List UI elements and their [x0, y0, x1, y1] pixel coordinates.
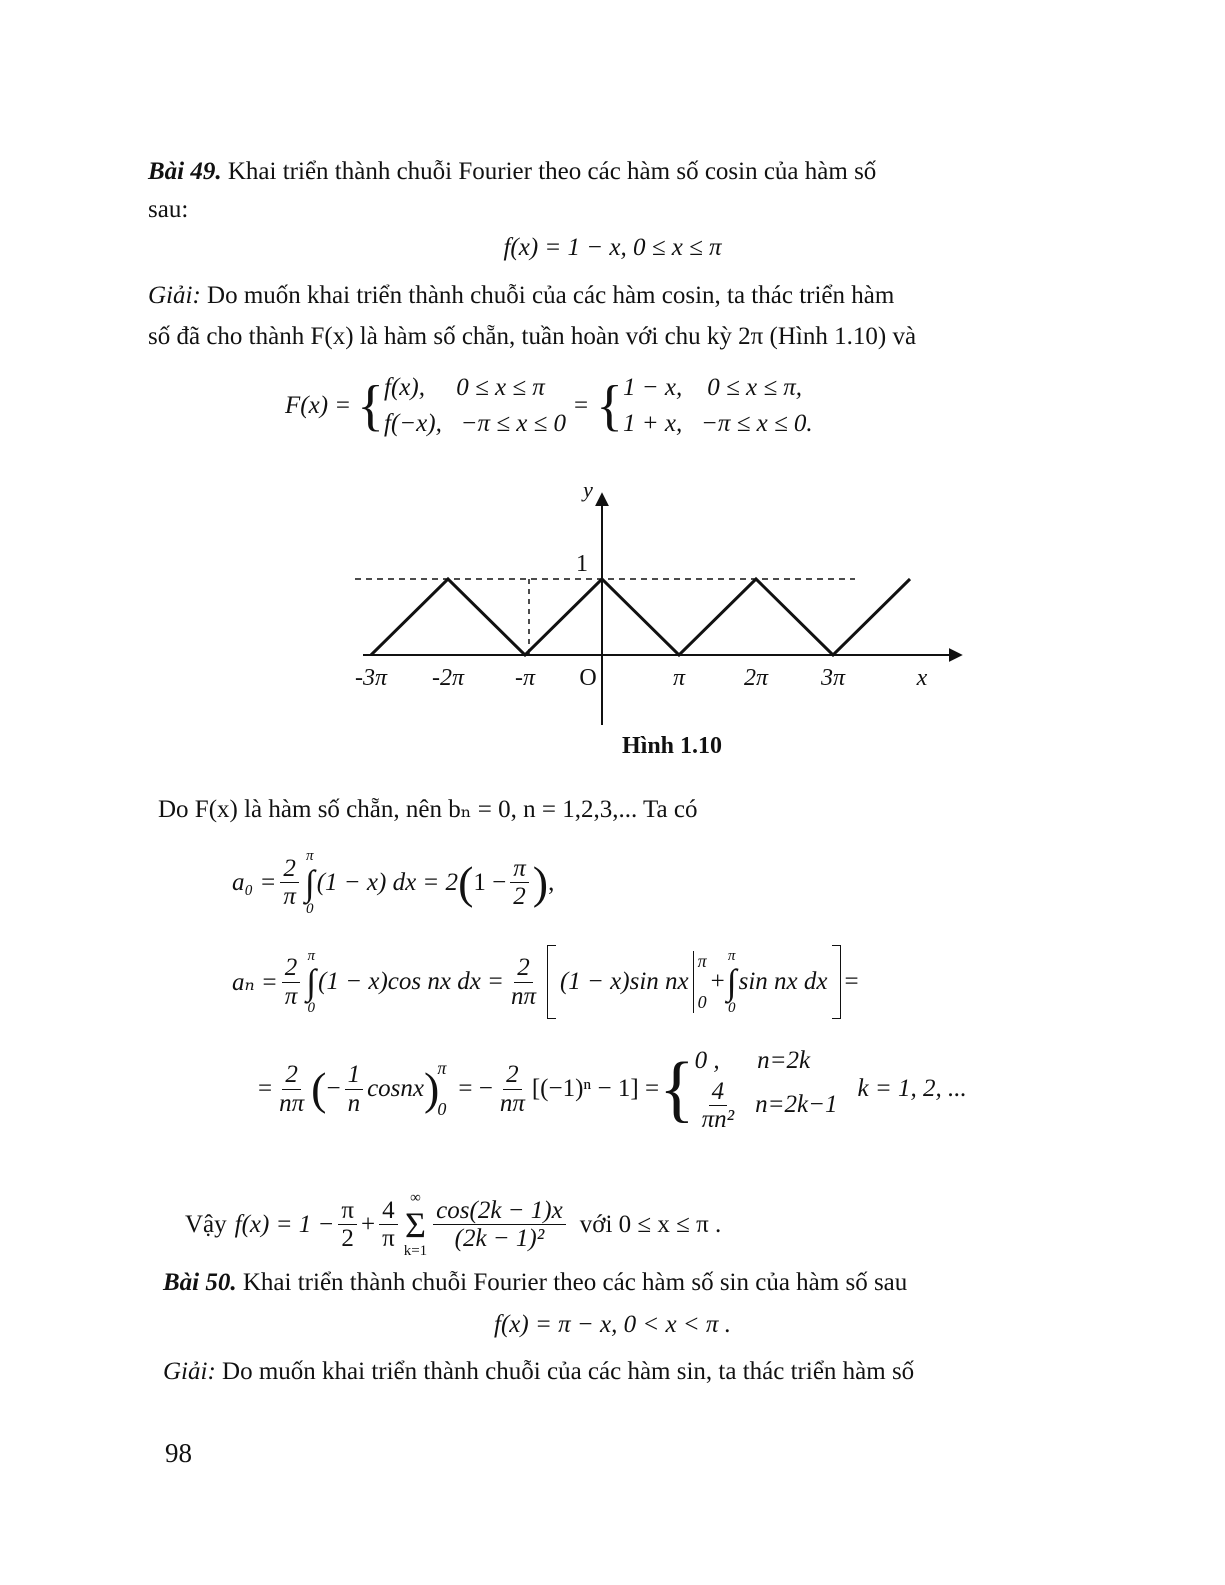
r-k: k = 1, 2, ...	[857, 1075, 967, 1103]
r-f2-num: 2	[503, 1061, 522, 1090]
bai50-formula: f(x) = π − x, 0 < x < π .	[494, 1311, 731, 1338]
a0-end: ,	[548, 868, 555, 896]
an-frac	[282, 954, 301, 1010]
r-case2-num: 4	[709, 1078, 728, 1107]
vay-pi-den: 2	[341, 1225, 354, 1252]
an-frac2	[508, 954, 539, 1010]
r-f2-den: nπ	[499, 1089, 525, 1117]
F-case3: 1 − x, 0 ≤ x ≤ π,	[623, 374, 803, 401]
r-frac	[276, 1061, 307, 1117]
a0-frac	[280, 855, 299, 911]
a0-lower: 0	[306, 900, 314, 917]
a0-upper: π	[306, 848, 314, 864]
figure-caption: Hình 1.10	[622, 733, 723, 759]
an-plus: +	[710, 968, 725, 995]
an-bracket-inner: (1 − x)sin nx	[559, 968, 689, 995]
r-case2-frac	[699, 1078, 738, 1134]
r-paren-open: (	[311, 1063, 327, 1115]
r-case2	[695, 1078, 838, 1134]
r-paren-close: )	[424, 1063, 440, 1115]
a0-integrand: (1 − x) dx = 2	[316, 868, 459, 896]
r-cos: cosnx	[367, 1075, 424, 1103]
page-number: 98	[165, 1438, 192, 1468]
x-tick-label: -2π	[431, 665, 465, 691]
F-case1: f(x), 0 ≤ x ≤ π	[384, 374, 545, 401]
an-integral	[306, 948, 316, 1017]
r-case1: 0 , n=2k	[694, 1047, 811, 1074]
an-frac2-num: 2	[514, 954, 533, 983]
r-f1-num: 1	[345, 1061, 364, 1090]
F-lhs: F(x) =	[285, 392, 352, 420]
a0-pi-frac	[510, 855, 529, 911]
vay-sum-bot: k=1	[403, 1242, 428, 1259]
an-integral-2	[727, 948, 737, 1017]
x-tick-label: 2π	[743, 665, 769, 691]
r-frac-den: nπ	[279, 1089, 305, 1117]
r-case2-cond: n=2k−1	[755, 1091, 838, 1119]
a0-paren-open: (	[458, 856, 474, 908]
an-frac-den: π	[284, 982, 298, 1010]
r-minus: −	[326, 1075, 341, 1103]
an-upper-2: π	[727, 947, 736, 964]
x-axis-label: x	[916, 665, 928, 691]
bai49-line2: sau:	[148, 196, 189, 223]
y-tick-label: 1	[576, 551, 588, 577]
x-tick-label: -3π	[354, 665, 388, 691]
left-brace: {	[357, 375, 385, 438]
an-int2: sin nx dx	[738, 968, 828, 995]
an-lower: 0	[307, 1000, 315, 1016]
bai49-title: Bài 49.	[148, 158, 222, 185]
F-cases-a	[384, 370, 566, 443]
vay-cos-den: (2k − 1)²	[454, 1225, 545, 1252]
a0-paren-close: )	[532, 856, 549, 908]
bai50-line	[163, 1268, 907, 1298]
a0-one: 1 −	[473, 868, 507, 896]
bai50-giai-label: Giải:	[163, 1358, 216, 1385]
an-bracket-right	[832, 945, 841, 1019]
F-piecewise	[285, 370, 813, 443]
bai49-line1	[148, 157, 876, 187]
an-bracket-left	[547, 945, 556, 1019]
an-integrand: (1 − x)cos nx dx =	[318, 968, 504, 995]
result-formula	[258, 1045, 967, 1134]
r-cases	[695, 1045, 838, 1134]
an-integral-sign: ∫	[306, 962, 317, 1002]
an-eval-bar	[693, 951, 707, 1013]
bai49-formula: f(x) = 1 − x, 0 ≤ x ≤ π	[503, 234, 722, 261]
a0-lhs: a₀ =	[232, 868, 277, 896]
figure-1-10	[300, 475, 980, 775]
an-end: =	[844, 968, 859, 995]
giai-text1: Do muốn khai triển thành chuỗi của các hàm cosin, ta thác triển hàm	[200, 282, 895, 309]
a0-formula	[232, 848, 554, 917]
r-brace: {	[659, 1048, 695, 1131]
bai50-title: Bài 50.	[163, 1269, 237, 1296]
vay-f: f(x) = 1 −	[234, 1210, 335, 1238]
r-frac-num: 2	[282, 1061, 301, 1090]
vay-plus: +	[360, 1210, 376, 1238]
a0-frac-den: π	[283, 883, 296, 910]
an-frac2-den: nπ	[510, 982, 536, 1010]
r-f1	[345, 1061, 364, 1117]
vay-4-den: π	[382, 1225, 395, 1252]
series-line-0	[371, 579, 910, 655]
r-eq: =	[258, 1075, 273, 1103]
r-eval	[437, 1058, 446, 1120]
bai49-giai-line2: số đã cho thành F(x) là hàm số chẵn, tuần hoàn với chu kỳ 2π (Hình 1.10) và	[148, 323, 917, 350]
bai50-text: Khai triển thành chuỗi Fourier theo các hàm số sin của hàm số sau	[236, 1269, 908, 1296]
x-tick-label: -π	[514, 665, 536, 691]
bai49-text1: Khai triển thành chuỗi Fourier theo các hàm số cosin của hàm số	[221, 158, 877, 185]
x-tick-label: π	[672, 665, 686, 691]
r-bracket: [(−1)ⁿ − 1] =	[531, 1075, 660, 1103]
sum-sign: Σ	[404, 1204, 426, 1245]
y-axis-label: y	[583, 477, 593, 502]
an-formula	[232, 945, 859, 1019]
x-tick-label: 3π	[820, 665, 846, 691]
F-eq: =	[574, 392, 589, 420]
an-bar-bot: 0	[697, 992, 707, 1012]
a0-integral	[305, 848, 315, 917]
F-cases-b	[623, 370, 813, 443]
bai50-giai-line	[163, 1357, 914, 1387]
vay-pi-num: π	[338, 1197, 357, 1226]
giai-label: Giải:	[148, 282, 201, 309]
r-eval-top: π	[437, 1058, 447, 1079]
vay-label: Vậy	[185, 1210, 227, 1238]
r-f1-den: n	[347, 1089, 361, 1117]
an-frac-num: 2	[282, 954, 301, 983]
a0-frac-num: 2	[280, 855, 299, 884]
r-eq2: = −	[458, 1075, 493, 1103]
vay-sum-top: ∞	[410, 1190, 421, 1206]
integral-sign: ∫	[304, 862, 315, 903]
vay-cos-num: cos(2k − 1)x	[433, 1197, 566, 1226]
an-lower-2: 0	[727, 1000, 736, 1016]
vay-cond: với 0 ≤ x ≤ π .	[579, 1210, 722, 1238]
F-case2: f(−x), −π ≤ x ≤ 0	[384, 410, 567, 438]
bai49-giai-line1	[148, 281, 894, 311]
vay-4-frac	[379, 1197, 398, 1253]
F-case4: 1 + x, −π ≤ x ≤ 0.	[623, 410, 813, 438]
r-case2-den: πn²	[701, 1106, 735, 1133]
vay-formula	[185, 1190, 721, 1259]
an-lhs: aₙ =	[232, 969, 278, 996]
a0-pi-num: π	[510, 855, 529, 884]
a0-pi-den: 2	[513, 883, 526, 910]
x-tick-label: O	[579, 665, 597, 691]
an-integral-sign-2: ∫	[726, 962, 737, 1002]
bai50-giai-text: Do muốn khai triển thành chuỗi của các hàm sin, ta thác triển hàm số	[215, 1358, 915, 1385]
vay-cos-frac	[433, 1197, 566, 1253]
vay-4-num: 4	[379, 1197, 398, 1226]
r-eval-bot: 0	[437, 1099, 447, 1120]
an-upper: π	[307, 947, 315, 964]
r-f2	[497, 1061, 528, 1117]
do-line: Do F(x) là hàm số chẵn, nên bₙ = 0, n = 1,2,3,... Ta có	[158, 796, 698, 823]
left-brace-2: {	[596, 375, 624, 438]
an-bar-top: π	[697, 951, 707, 971]
vay-sum	[404, 1190, 427, 1259]
vay-pi-frac	[338, 1197, 357, 1253]
